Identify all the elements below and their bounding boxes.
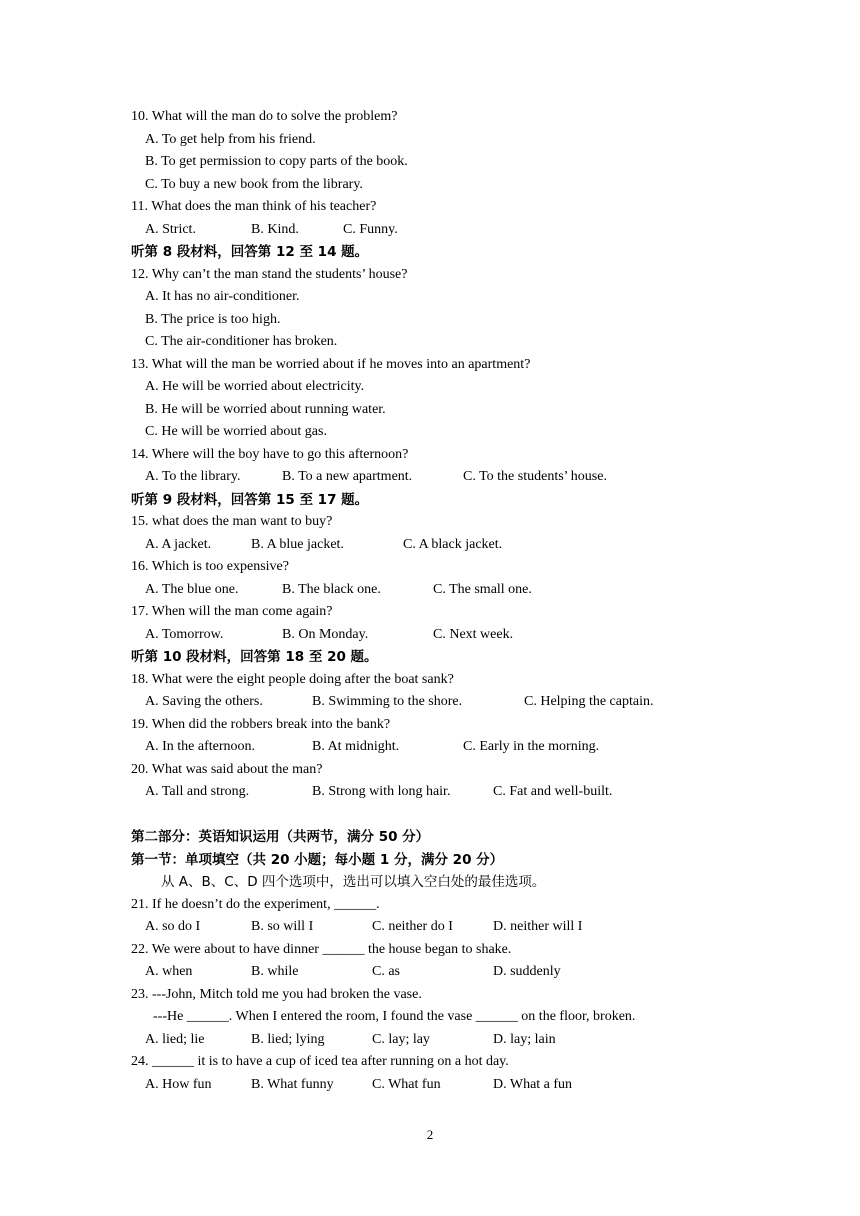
option-d: D. neither will I <box>493 919 583 934</box>
option-row <box>131 781 771 804</box>
option-line: C. He will be worried about gas. <box>145 424 327 439</box>
option-c: C. Early in the morning. <box>463 739 600 754</box>
question-stem: 10. What will the man do to solve the problem? <box>131 109 398 124</box>
option-c: C. lay; lay <box>372 1031 430 1047</box>
option-b: B. On Monday. <box>282 626 369 642</box>
question-stem: 17. When will the man come again? <box>131 604 333 619</box>
instructions: 从 A、B、C、D 四个选项中，选出可以填入空白处的最佳选项。 <box>161 874 546 890</box>
option-row <box>131 736 771 759</box>
option-line: B. To get permission to copy parts of the book. <box>145 154 408 169</box>
section-heading: 听第 9 段材料，回答第 15 至 17 题。 <box>131 491 369 508</box>
option-line: C. The air-conditioner has broken. <box>145 334 338 349</box>
option-line: A. It has no air-conditioner. <box>145 289 300 304</box>
option-a: A. so do I <box>145 919 201 934</box>
section-heading: 听第 10 段材料，回答第 18 至 20 题。 <box>131 649 378 665</box>
option-b: B. while <box>251 964 299 979</box>
option-line: A. He will be worried about electricity. <box>145 379 365 394</box>
option-c: C. Fat and well-built. <box>493 784 613 799</box>
option-a: A. Strict. <box>145 221 196 237</box>
question-stem: 21. If he doesn’t do the experiment, ______. <box>131 896 380 912</box>
question-stem: 18. What were the eight people doing after the boat sank? <box>131 671 454 687</box>
question-stem: 16. Which is too expensive? <box>131 559 289 574</box>
option-d: D. What a fun <box>493 1076 573 1092</box>
option-d: D. suddenly <box>493 964 561 979</box>
option-a: A. lied; lie <box>145 1031 205 1047</box>
question-stem: 11. What does the man think of his teacher? <box>131 199 377 214</box>
option-b: B. What funny <box>251 1076 334 1092</box>
part-heading: 第二部分：英语知识运用（共两节，满分 50 分） <box>131 829 430 845</box>
question-stem: 13. What will the man be worried about if he moves into an apartment? <box>131 356 531 372</box>
option-row <box>131 219 771 242</box>
option-d: D. lay; lain <box>493 1031 556 1047</box>
option-b: B. The black one. <box>282 581 381 597</box>
question-stem: 15. what does the man want to buy? <box>131 514 333 529</box>
option-a: A. Saving the others. <box>145 694 263 709</box>
option-c: C. Helping the captain. <box>524 694 654 709</box>
question-stem: 22. We were about to have dinner ______ the house began to shake. <box>131 941 512 957</box>
option-row <box>131 691 771 714</box>
option-a: A. To the library. <box>145 469 241 484</box>
option-b: B. so will I <box>251 919 314 934</box>
option-b: B. Swimming to the shore. <box>312 694 463 709</box>
option-c: C. neither do I <box>372 919 453 934</box>
option-line: A. To get help from his friend. <box>145 131 316 147</box>
section-heading: 第一节：单项填空（共 20 小题；每小题 1 分，满分 20 分） <box>131 851 504 868</box>
option-c: C. To the students’ house. <box>463 469 607 484</box>
question-stem: 12. Why can’t the man stand the students’ house? <box>131 266 408 282</box>
option-b: B. Kind. <box>251 221 299 237</box>
option-c: C. The small one. <box>433 581 532 597</box>
option-a: A. The blue one. <box>145 581 239 597</box>
option-c: C. What fun <box>372 1076 441 1092</box>
question-stem: 19. When did the robbers break into the bank? <box>131 716 391 732</box>
question-stem: 14. Where will the boy have to go this afternoon? <box>131 446 409 462</box>
option-row <box>131 534 771 557</box>
option-row <box>131 1074 771 1097</box>
option-line: B. The price is too high. <box>145 311 281 327</box>
option-row <box>131 579 771 602</box>
option-row <box>131 624 771 647</box>
option-b: B. A blue jacket. <box>251 536 344 552</box>
option-line: C. To buy a new book from the library. <box>145 176 363 192</box>
option-row <box>131 466 771 489</box>
option-a: A. A jacket. <box>145 536 212 552</box>
option-b: B. To a new apartment. <box>282 469 413 484</box>
option-b: B. At midnight. <box>312 739 400 754</box>
option-row <box>131 961 771 984</box>
option-a: A. In the afternoon. <box>145 739 256 754</box>
option-a: A. Tall and strong. <box>145 784 250 799</box>
option-row <box>131 916 771 939</box>
option-b: B. Strong with long hair. <box>312 784 451 799</box>
option-c: C. A black jacket. <box>403 536 503 552</box>
option-c: C. as <box>372 964 400 979</box>
option-b: B. lied; lying <box>251 1031 325 1047</box>
option-line: B. He will be worried about running water. <box>145 401 386 417</box>
question-stem: 24. ______ it is to have a cup of iced tea after running on a hot day. <box>131 1054 509 1069</box>
option-a: A. How fun <box>145 1076 212 1092</box>
option-a: A. Tomorrow. <box>145 626 224 642</box>
page-number: 2 <box>426 1127 434 1142</box>
spacer <box>131 804 771 827</box>
question-stem: 20. What was said about the man? <box>131 761 323 777</box>
option-c: C. Funny. <box>343 221 398 237</box>
option-a: A. when <box>145 964 193 979</box>
option-row <box>131 1029 771 1052</box>
option-c: C. Next week. <box>433 626 514 642</box>
page-content <box>131 106 771 1096</box>
question-stem: 23. ---John, Mitch told me you had broken the vase. <box>131 986 422 1002</box>
section-heading: 听第 8 段材料，回答第 12 至 14 题。 <box>131 244 369 260</box>
question-stem-continued: ---He ______. When I entered the room, I found the vase ______ on the floor, broken. <box>153 1009 636 1024</box>
